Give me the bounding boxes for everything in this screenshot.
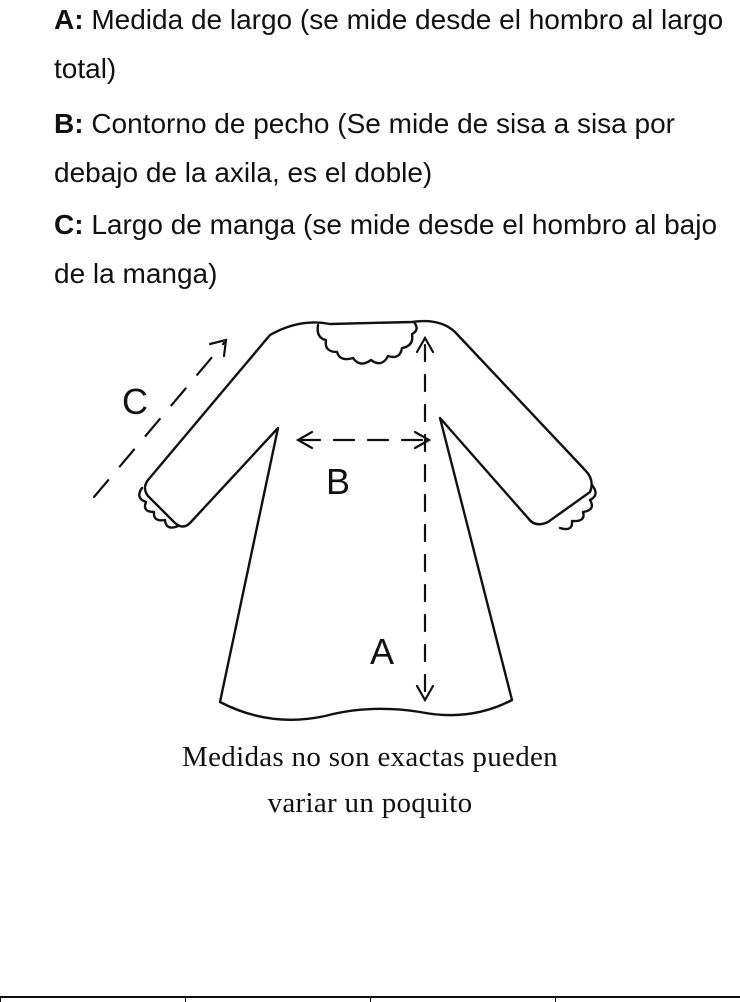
- label-a: A: [370, 631, 395, 672]
- table-top-edge: [0, 996, 740, 1000]
- dress-outline: [145, 321, 592, 720]
- note-line-2: variar un poquito: [267, 787, 473, 819]
- legend-text-b: Contorno de pecho (Se mide de sisa a sisa por debajo de la axila, es el doble): [54, 108, 675, 188]
- legend-text-a: Medida de largo (se mide desde el hombro al largo total): [54, 4, 724, 84]
- legend-key-b: B:: [54, 108, 84, 139]
- table-cell-edge: [555, 996, 740, 1002]
- table-cell-edge: [0, 996, 185, 1002]
- table-cell-edge: [370, 996, 555, 1002]
- measure-c-line: [94, 343, 224, 497]
- legend-text-c: Largo de manga (se mide desde el hombro al bajo de la manga): [54, 209, 718, 289]
- table-cell-edge: [185, 996, 370, 1002]
- collar-outline: [318, 322, 417, 364]
- legend-key-a: A:: [54, 4, 84, 35]
- legend-item-b: [54, 99, 724, 197]
- legend-key-c: C:: [54, 209, 84, 240]
- legend-item-c: [54, 200, 724, 298]
- legend-item-a: [54, 0, 724, 93]
- label-c: C: [122, 381, 148, 422]
- dress-diagram: [0, 300, 740, 730]
- label-b: B: [326, 461, 351, 502]
- note-line-1: Medidas no son exactas pueden: [182, 741, 558, 773]
